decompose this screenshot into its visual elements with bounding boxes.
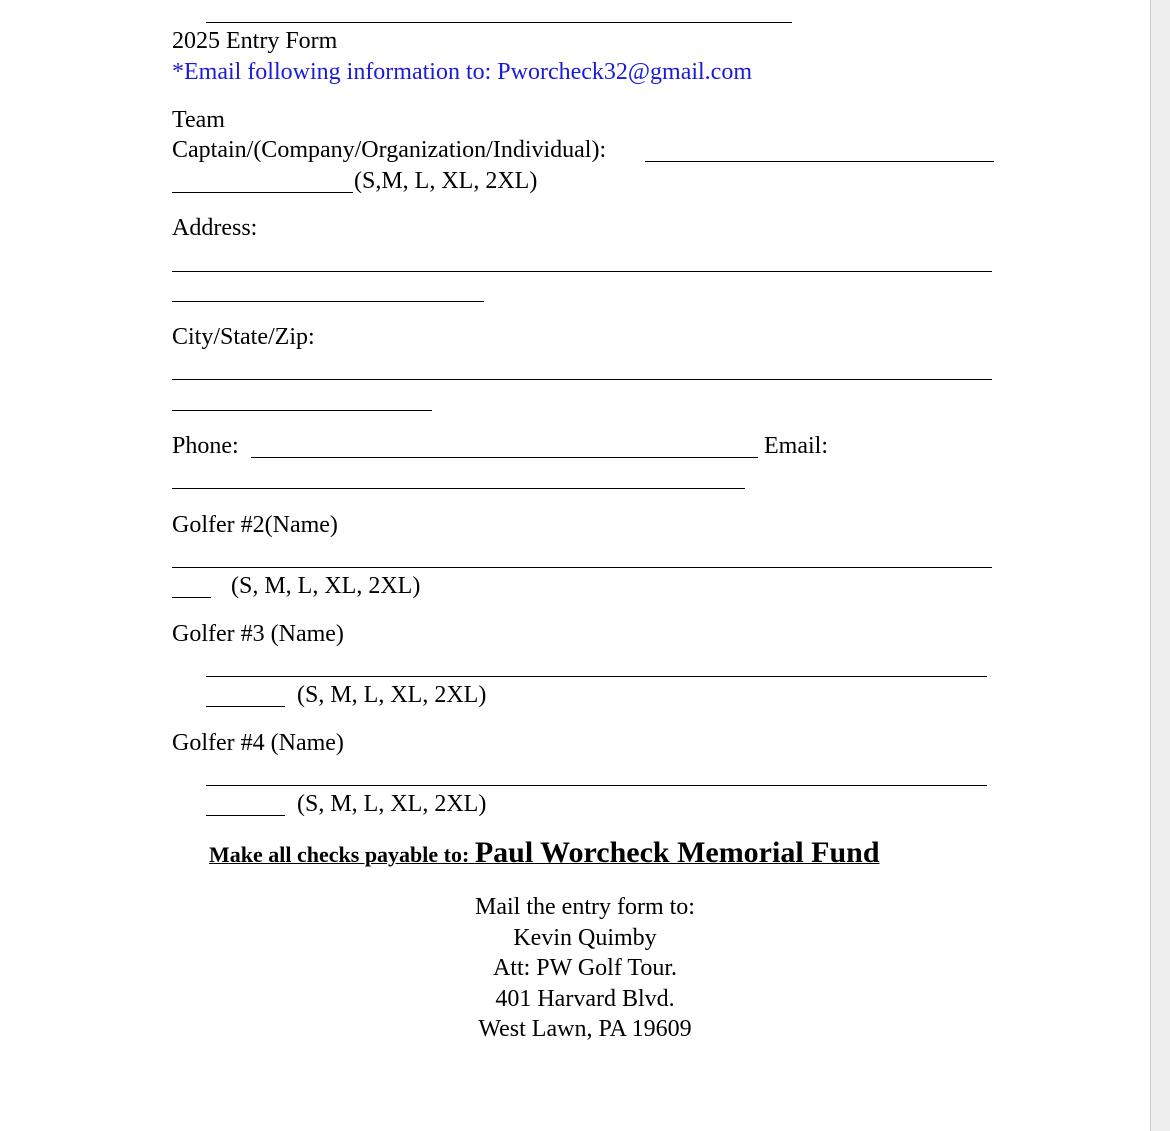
golfer2-size-options: (S, M, L, XL, 2XL): [231, 573, 421, 599]
team-size-field[interactable]: [172, 192, 353, 193]
phone-label: Phone:: [172, 433, 239, 459]
form-title: 2025 Entry Form: [172, 28, 338, 54]
mailing-intro: Mail the entry form to:: [475, 894, 695, 920]
golfer4-name-field[interactable]: [206, 785, 987, 786]
mailing-attention: Att: PW Golf Tour.: [492, 955, 678, 981]
city-state-zip-field-line1[interactable]: [172, 379, 992, 380]
mailing-city-state-zip: West Lawn, PA 19609: [478, 1016, 692, 1042]
golfer3-size-options: (S, M, L, XL, 2XL): [297, 682, 487, 708]
team-size-options: (S,M, L, XL, 2XL): [354, 168, 538, 194]
mailing-address: [0, 892, 1170, 1045]
checks-payable-line: [209, 836, 880, 870]
golfer4-size-options: (S, M, L, XL, 2XL): [297, 791, 487, 817]
address-field-line1[interactable]: [172, 271, 992, 272]
address-field-line2[interactable]: [172, 301, 484, 302]
team-label-line2: Captain/(Company/Organization/Individual):: [172, 137, 607, 163]
mailing-name: Kevin Quimby: [513, 924, 657, 951]
golfer4-size-field[interactable]: [206, 815, 285, 816]
golfer3-label: Golfer #3 (Name): [172, 621, 344, 647]
golfer2-size-field[interactable]: [172, 597, 211, 598]
mailing-street: 401 Harvard Blvd.: [495, 985, 675, 1012]
city-state-zip-field-line2[interactable]: [172, 410, 432, 411]
email-field[interactable]: [172, 488, 745, 489]
top-rule: [206, 22, 792, 23]
golfer3-size-field[interactable]: [206, 706, 285, 707]
payee-name: Paul Worcheck Memorial Fund: [474, 836, 880, 869]
golfer3-name-field[interactable]: [206, 676, 987, 677]
city-state-zip-label: City/State/Zip:: [172, 324, 315, 350]
golfer4-label: Golfer #4 (Name): [172, 730, 344, 756]
golfer2-name-field[interactable]: [172, 567, 992, 568]
checks-prefix: Make all checks payable to:: [209, 842, 475, 867]
team-captain-field[interactable]: [645, 161, 994, 162]
email-instruction: *Email following information to: Pworcheck32@gmail.com: [172, 59, 752, 85]
email-label: Email:: [764, 433, 828, 459]
team-label-line1: Team: [172, 107, 225, 133]
address-label: Address:: [172, 215, 258, 241]
phone-field[interactable]: [251, 457, 758, 458]
golfer2-label: Golfer #2(Name): [172, 512, 338, 538]
